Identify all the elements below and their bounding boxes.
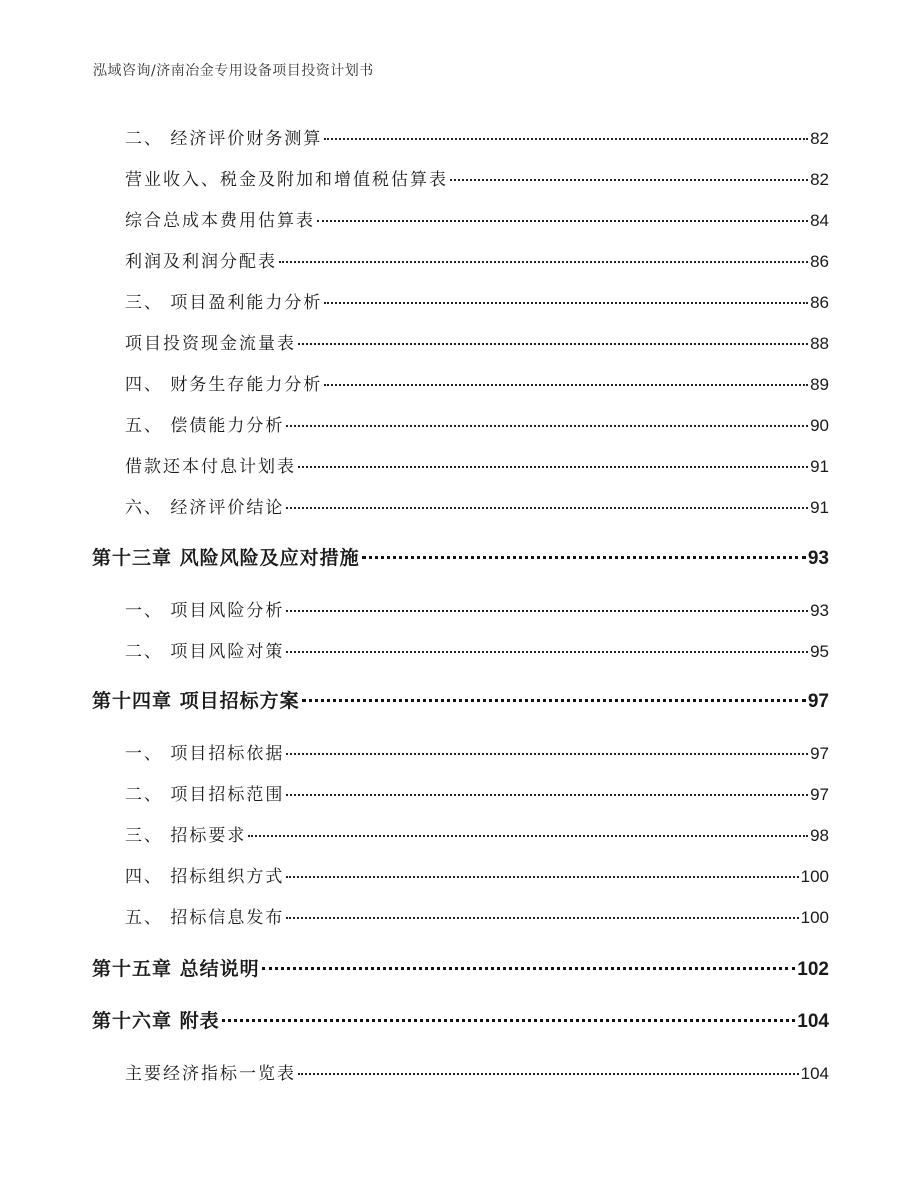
toc-entry[interactable] — [125, 862, 829, 887]
toc-entry-title: 一、 项目风险分析 — [125, 601, 285, 621]
toc-leader-dots — [298, 343, 808, 345]
toc-entry-page: 104 — [800, 1064, 829, 1083]
toc-entry-title: 综合总成本费用估算表 — [125, 211, 315, 231]
toc-entry-title: 四、 财务生存能力分析 — [125, 375, 323, 395]
toc-chapter-entry[interactable] — [92, 543, 829, 570]
toc-entry-title: 利润及利润分配表 — [125, 252, 277, 272]
toc-entry[interactable] — [125, 780, 829, 805]
toc-entry[interactable] — [125, 124, 829, 149]
toc-chapter-page: 102 — [797, 959, 829, 980]
toc-leader-dots — [362, 556, 806, 559]
toc-entry-page: 82 — [810, 129, 829, 148]
toc-chapter-entry[interactable] — [92, 1006, 829, 1033]
toc-entry-page: 82 — [810, 170, 829, 189]
toc-entry-page: 88 — [810, 334, 829, 353]
toc-entry[interactable] — [125, 411, 829, 436]
toc-leader-dots — [286, 917, 798, 919]
toc-leader-dots — [450, 179, 808, 181]
toc-leader-dots — [262, 967, 796, 970]
toc-entry-title: 营业收入、税金及附加和增值税估算表 — [125, 170, 448, 190]
toc-chapter-page: 97 — [807, 691, 829, 712]
toc-chapter-entry[interactable] — [92, 954, 829, 981]
toc-leader-dots — [302, 699, 806, 702]
toc-entry-page: 91 — [810, 457, 829, 476]
toc-entry[interactable] — [125, 493, 829, 518]
toc-entry[interactable] — [125, 903, 829, 928]
toc-chapter-page: 104 — [797, 1011, 829, 1032]
toc-leader-dots — [298, 1073, 799, 1075]
page-header: 泓域咨询/济南冶金专用设备项目投资计划书 — [93, 63, 374, 79]
toc-entry[interactable] — [125, 452, 829, 477]
toc-entry-title: 五、 偿债能力分析 — [125, 416, 285, 436]
toc-entry-page: 86 — [810, 293, 829, 312]
toc-leader-dots — [324, 302, 808, 304]
toc-chapter-entry[interactable] — [92, 686, 829, 713]
toc-chapter-page: 93 — [807, 548, 829, 569]
toc-leader-dots — [286, 507, 808, 509]
toc-entry[interactable] — [125, 165, 829, 190]
toc-entry-title: 二、 项目风险对策 — [125, 642, 285, 662]
toc-entry-page: 97 — [810, 785, 829, 804]
toc-entry-title: 二、 经济评价财务测算 — [125, 129, 323, 149]
toc-leader-dots — [222, 1019, 796, 1022]
toc-entry[interactable] — [125, 596, 829, 621]
toc-entry-page: 100 — [800, 867, 829, 886]
toc-entry-title: 六、 经济评价结论 — [125, 498, 285, 518]
toc-entry-title: 主要经济指标一览表 — [125, 1064, 296, 1084]
toc-entry-page: 91 — [810, 498, 829, 517]
toc-chapter-title: 第十六章 附表 — [92, 1010, 220, 1032]
toc-entry-page: 86 — [810, 252, 829, 271]
toc-leader-dots — [324, 384, 808, 386]
toc-entry-page: 93 — [810, 601, 829, 620]
toc-entry-page: 89 — [810, 375, 829, 394]
toc-leader-dots — [298, 466, 808, 468]
toc-leader-dots — [286, 425, 808, 427]
toc-entry-title: 项目投资现金流量表 — [125, 334, 296, 354]
toc-entry[interactable] — [125, 1059, 829, 1084]
toc-leader-dots — [286, 794, 808, 796]
toc-entry-title: 借款还本付息计划表 — [125, 457, 296, 477]
toc-entry-title: 二、 项目招标范围 — [125, 785, 285, 805]
toc-entry[interactable] — [125, 329, 829, 354]
toc-entry[interactable] — [125, 821, 829, 846]
toc-entry-title: 三、 项目盈利能力分析 — [125, 293, 323, 313]
toc-entry-page: 84 — [810, 211, 829, 230]
toc-entry-title: 五、 招标信息发布 — [125, 908, 285, 928]
toc-entry[interactable] — [125, 288, 829, 313]
toc-leader-dots — [286, 610, 808, 612]
toc-leader-dots — [317, 220, 808, 222]
toc-entry[interactable] — [125, 206, 829, 231]
toc-chapter-title: 第十五章 总结说明 — [92, 958, 260, 980]
toc-leader-dots — [286, 876, 798, 878]
toc-entry-title: 一、 项目招标依据 — [125, 744, 285, 764]
toc-leader-dots — [324, 138, 808, 140]
toc-entry-page: 95 — [810, 642, 829, 661]
toc-entry[interactable] — [125, 247, 829, 272]
toc-entry-page: 97 — [810, 744, 829, 763]
toc-chapter-title: 第十三章 风险风险及应对措施 — [92, 547, 360, 569]
toc-entry-title: 三、 招标要求 — [125, 826, 247, 846]
toc-entry[interactable] — [125, 370, 829, 395]
toc-entry-title: 四、 招标组织方式 — [125, 867, 285, 887]
toc-leader-dots — [286, 651, 808, 653]
toc-entry-page: 100 — [800, 908, 829, 927]
toc-leader-dots — [286, 753, 808, 755]
toc-entry[interactable] — [125, 739, 829, 764]
toc-entry-page: 98 — [810, 826, 829, 845]
toc-leader-dots — [248, 835, 808, 837]
toc-entry[interactable] — [125, 637, 829, 662]
toc-leader-dots — [279, 261, 808, 263]
toc-chapter-title: 第十四章 项目招标方案 — [92, 690, 300, 712]
toc-entry-page: 90 — [810, 416, 829, 435]
